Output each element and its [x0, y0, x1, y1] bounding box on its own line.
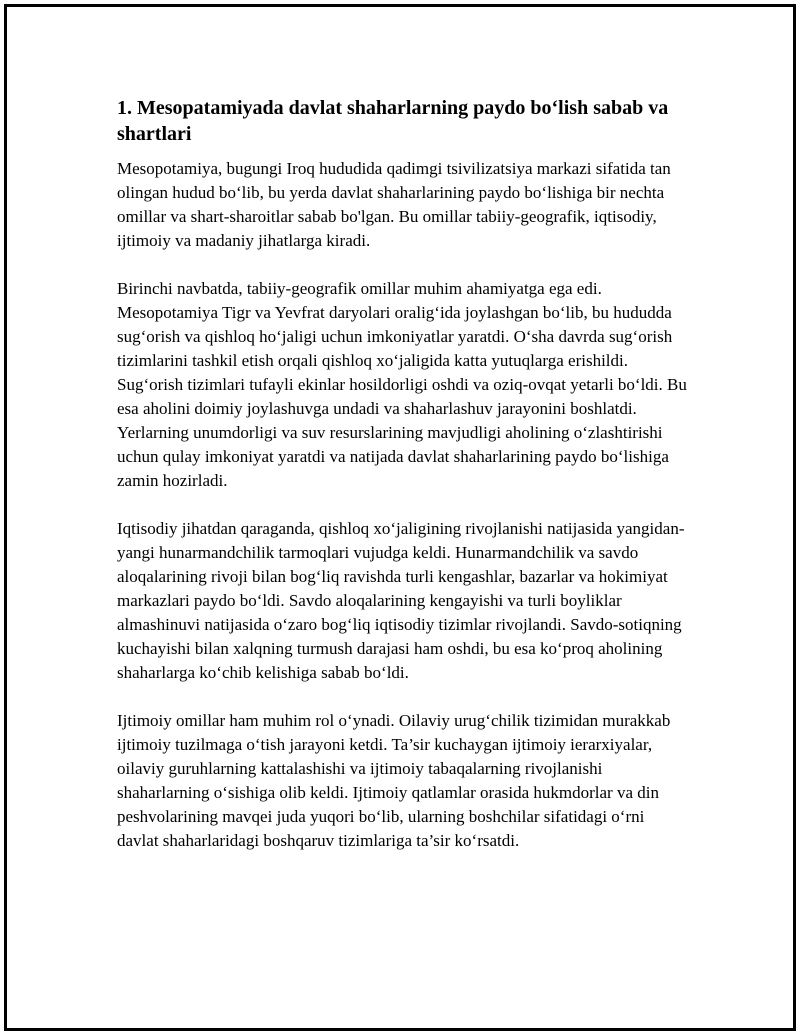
- document-body: [117, 95, 687, 877]
- paragraph-social-factors: Ijtimoiy omillar ham muhim rol o‘ynadi. Oilaviy urug‘chilik tizimidan murakkab ijtimoiy tuzilmaga o‘tish jarayoni ketdi. Ta’sir kuchaygan ijtimoiy ierarxiyalar, oilaviy guruhlarning kattalashishi va ijtimoiy tabaqalarning rivojlanishi shaharlarning o‘sishiga olib keldi. Ijtimoiy qatlamlar orasida hukmdorlar va din peshvolarining mavqei juda yuqori bo‘lib, ularning boshchilar sifatidagi o‘rni davlat shaharlaridagi boshqaruv tizimlariga ta’sir ko‘rsatdi.: [117, 711, 671, 850]
- paragraph-intro: Mesopotamiya, bugungi Iroq hududida qadimgi tsivilizatsiya markazi sifatida tan olingan hudud bo‘lib, bu yerda davlat shaharlarining paydo bo‘lishiga bir nechta omillar va shart-sharoitlar sabab bo'lgan. Bu omillar tabiiy-geografik, iqtisodiy, ijtimoiy va madaniy jihatlarga kiradi.: [117, 159, 671, 250]
- paragraph-economic-factors: Iqtisodiy jihatdan qaraganda, qishloq xo‘jaligining rivojlanishi natijasida yangidan-yangi hunarmandchilik tarmoqlari vujudga keldi. Hunarmandchilik va savdo aloqalarining rivoji bilan bog‘liq ravishda turli kengashlar, bazarlar va hokimiyat markazlari paydo bo‘ldi. Savdo aloqalarining kengayishi va turli boyliklar almashinuvi natijasida o‘zaro bog‘liq iqtisodiy tizimlar rivojlandi. Savdo-sotiqning kuchayishi bilan xalqning turmush darajasi ham oshdi, bu esa ko‘proq aholining shaharlarga ko‘chib kelishiga sabab bo‘ldi.: [117, 519, 685, 682]
- paragraph-geographic-factors: Birinchi navbatda, tabiiy-geografik omillar muhim ahamiyatga ega edi. Mesopotamiya Tigr va Yevfrat daryolari oralig‘ida joylashgan bo‘lib, bu hududda sug‘orish va qishloq ho‘jaligi uchun imkoniyatlar yaratdi. O‘sha davrda sug‘orish tizimlarini tashkil etish orqali qishloq xo‘jaligida katta yutuqlarga erishildi. Sug‘orish tizimlari tufayli ekinlar hosildorligi oshdi va oziq-ovqat yetarli bo‘ldi. Bu esa aholini doimiy joylashuvga undadi va shaharlashuv jarayonini boshlatdi. Yerlarning unumdorligi va suv resurslarining mavjudligi aholining o‘zlashtirishi uchun qulay imkoniyat yaratdi va natijada davlat shaharlarining paydo bo‘lishiga zamin hozirladi.: [117, 279, 687, 490]
- section-heading: 1. Mesopatamiyada davlat shaharlarning paydo bo‘lish sabab va shartlari: [117, 97, 669, 145]
